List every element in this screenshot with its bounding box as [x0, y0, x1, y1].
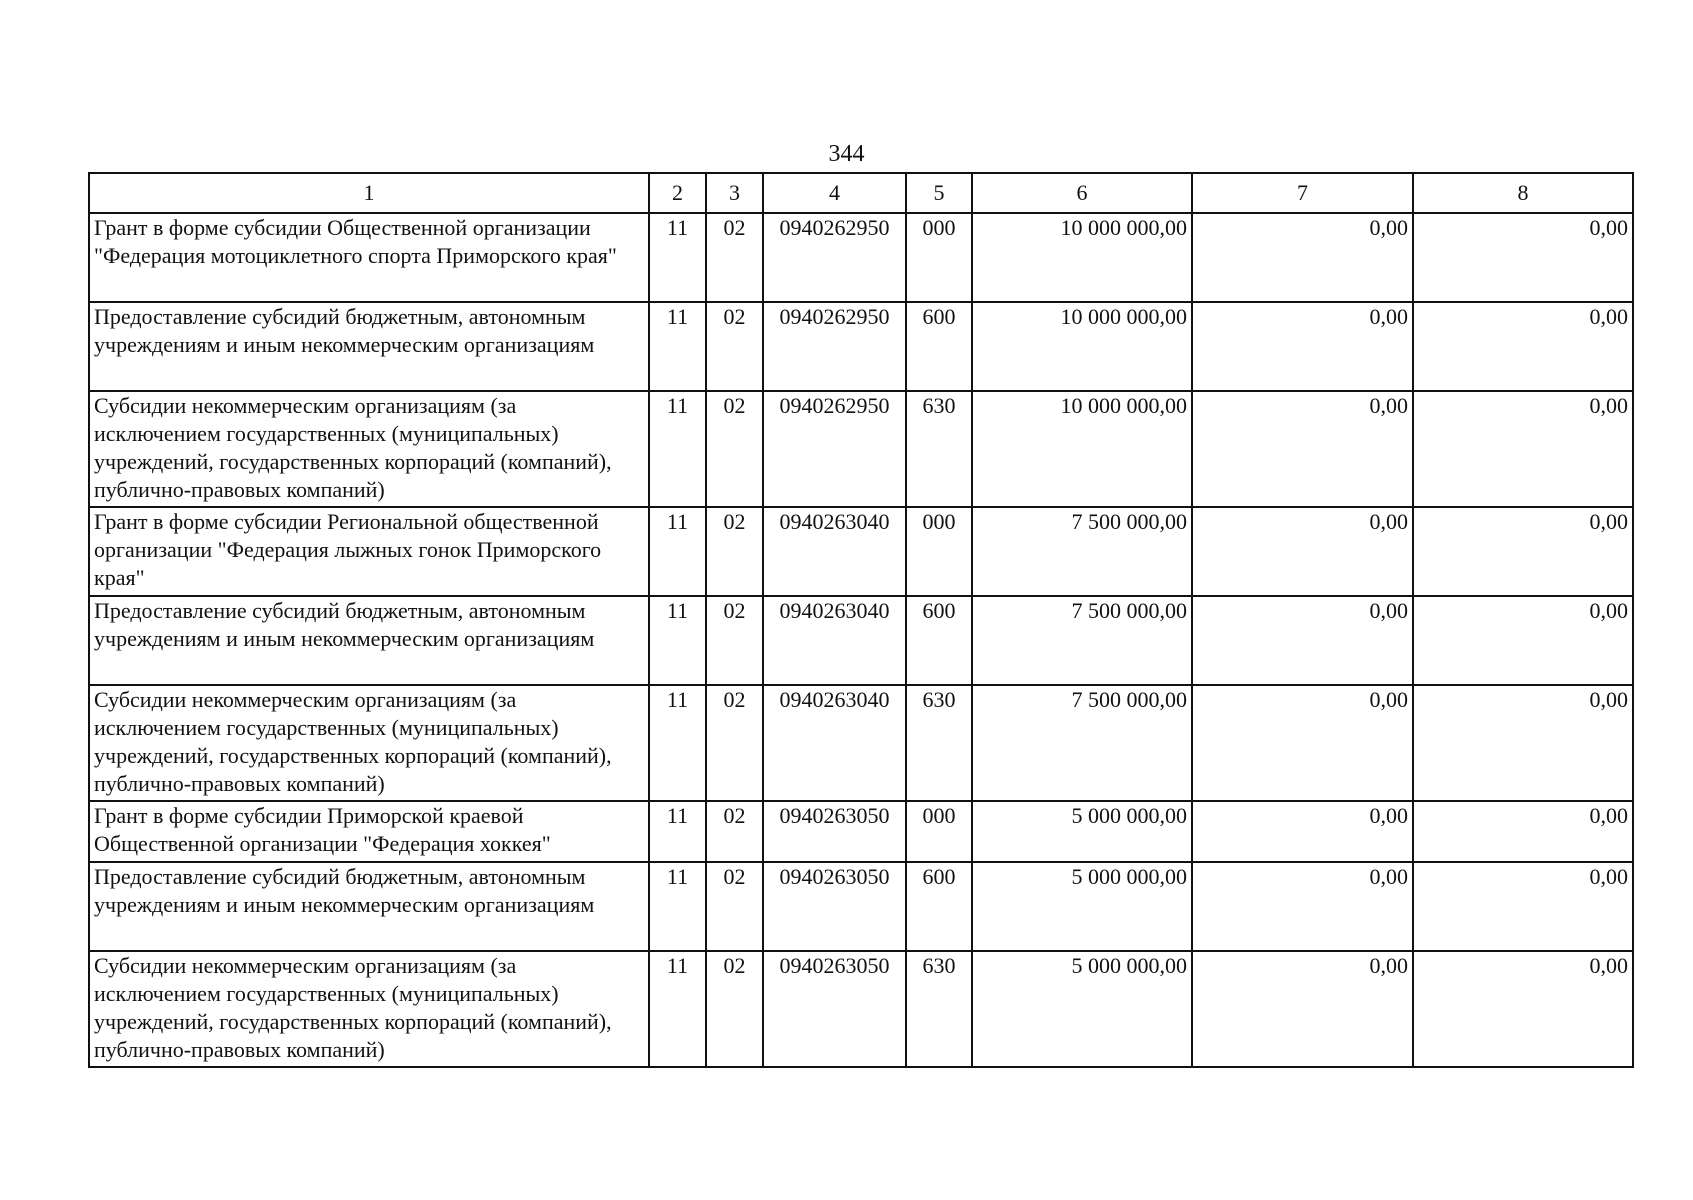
cell-col8: 0,00 — [1413, 801, 1633, 862]
cell-col6: 7 500 000,00 — [972, 507, 1192, 596]
cell-col2: 11 — [649, 302, 706, 391]
table-row — [89, 801, 1633, 862]
cell-col5: 630 — [906, 391, 972, 507]
column-header-6: 6 — [972, 173, 1192, 213]
cell-col7: 0,00 — [1192, 596, 1413, 685]
cell-col6: 7 500 000,00 — [972, 685, 1192, 801]
cell-col5: 600 — [906, 596, 972, 685]
column-header-1: 1 — [89, 173, 649, 213]
cell-col3: 02 — [706, 596, 763, 685]
cell-col7: 0,00 — [1192, 801, 1413, 862]
column-header-4: 4 — [763, 173, 906, 213]
cell-col3: 02 — [706, 391, 763, 507]
cell-col7: 0,00 — [1192, 507, 1413, 596]
table-row — [89, 391, 1633, 507]
row-name: Субсидии некоммерческим организациям (за исключением государственных (муниципальных) учреждений, государственных корпораций (компаний), публично-правовых компаний) — [89, 951, 649, 1067]
header-row — [89, 173, 1633, 213]
cell-col3: 02 — [706, 801, 763, 862]
cell-col2: 11 — [649, 507, 706, 596]
row-name: Предоставление субсидий бюджетным, автономным учреждениям и иным некоммерческим организациям — [89, 302, 649, 391]
cell-col5: 000 — [906, 213, 972, 302]
table-row — [89, 596, 1633, 685]
cell-col8: 0,00 — [1413, 302, 1633, 391]
cell-col3: 02 — [706, 507, 763, 596]
cell-col7: 0,00 — [1192, 302, 1413, 391]
cell-col3: 02 — [706, 951, 763, 1067]
cell-col6: 10 000 000,00 — [972, 302, 1192, 391]
cell-col8: 0,00 — [1413, 391, 1633, 507]
cell-col2: 11 — [649, 596, 706, 685]
cell-col6: 7 500 000,00 — [972, 596, 1192, 685]
row-name: Субсидии некоммерческим организациям (за исключением государственных (муниципальных) учреждений, государственных корпораций (компаний), публично-правовых компаний) — [89, 391, 649, 507]
column-header-3: 3 — [706, 173, 763, 213]
cell-col6: 5 000 000,00 — [972, 951, 1192, 1067]
cell-col2: 11 — [649, 391, 706, 507]
cell-col4: 0940263050 — [763, 801, 906, 862]
cell-col5: 630 — [906, 685, 972, 801]
cell-col4: 0940262950 — [763, 213, 906, 302]
cell-col7: 0,00 — [1192, 862, 1413, 951]
column-header-5: 5 — [906, 173, 972, 213]
page-number: 344 — [828, 141, 865, 167]
cell-col7: 0,00 — [1192, 391, 1413, 507]
cell-col8: 0,00 — [1413, 862, 1633, 951]
budget-table — [88, 172, 1634, 1068]
cell-col8: 0,00 — [1413, 685, 1633, 801]
cell-col4: 0940263050 — [763, 951, 906, 1067]
cell-col3: 02 — [706, 685, 763, 801]
cell-col3: 02 — [706, 302, 763, 391]
cell-col2: 11 — [649, 685, 706, 801]
column-header-2: 2 — [649, 173, 706, 213]
cell-col6: 10 000 000,00 — [972, 391, 1192, 507]
cell-col3: 02 — [706, 862, 763, 951]
cell-col4: 0940263040 — [763, 596, 906, 685]
cell-col8: 0,00 — [1413, 951, 1633, 1067]
cell-col2: 11 — [649, 213, 706, 302]
table-row — [89, 862, 1633, 951]
table-row — [89, 951, 1633, 1067]
table-row — [89, 685, 1633, 801]
cell-col7: 0,00 — [1192, 951, 1413, 1067]
cell-col7: 0,00 — [1192, 213, 1413, 302]
column-header-7: 7 — [1192, 173, 1413, 213]
cell-col2: 11 — [649, 862, 706, 951]
row-name: Грант в форме субсидии Региональной общественной организации "Федерация лыжных гонок Приморского края" — [89, 507, 649, 596]
cell-col5: 000 — [906, 507, 972, 596]
cell-col7: 0,00 — [1192, 685, 1413, 801]
table-row — [89, 507, 1633, 596]
row-name: Грант в форме субсидии Общественной организации "Федерация мотоциклетного спорта Приморского края" — [89, 213, 649, 302]
row-name: Субсидии некоммерческим организациям (за исключением государственных (муниципальных) учреждений, государственных корпораций (компаний), публично-правовых компаний) — [89, 685, 649, 801]
cell-col5: 000 — [906, 801, 972, 862]
table-row — [89, 213, 1633, 302]
table-row — [89, 302, 1633, 391]
cell-col6: 5 000 000,00 — [972, 801, 1192, 862]
cell-col5: 630 — [906, 951, 972, 1067]
cell-col8: 0,00 — [1413, 507, 1633, 596]
cell-col4: 0940262950 — [763, 302, 906, 391]
cell-col6: 10 000 000,00 — [972, 213, 1192, 302]
cell-col5: 600 — [906, 302, 972, 391]
cell-col4: 0940262950 — [763, 391, 906, 507]
column-header-8: 8 — [1413, 173, 1633, 213]
cell-col8: 0,00 — [1413, 596, 1633, 685]
row-name: Предоставление субсидий бюджетным, автономным учреждениям и иным некоммерческим организациям — [89, 862, 649, 951]
row-name: Грант в форме субсидии Приморской краевой Общественной организации "Федерация хоккея" — [89, 801, 649, 862]
cell-col4: 0940263040 — [763, 685, 906, 801]
cell-col8: 0,00 — [1413, 213, 1633, 302]
row-name: Предоставление субсидий бюджетным, автономным учреждениям и иным некоммерческим организациям — [89, 596, 649, 685]
cell-col6: 5 000 000,00 — [972, 862, 1192, 951]
cell-col4: 0940263040 — [763, 507, 906, 596]
cell-col5: 600 — [906, 862, 972, 951]
cell-col3: 02 — [706, 213, 763, 302]
cell-col4: 0940263050 — [763, 862, 906, 951]
cell-col2: 11 — [649, 801, 706, 862]
cell-col2: 11 — [649, 951, 706, 1067]
